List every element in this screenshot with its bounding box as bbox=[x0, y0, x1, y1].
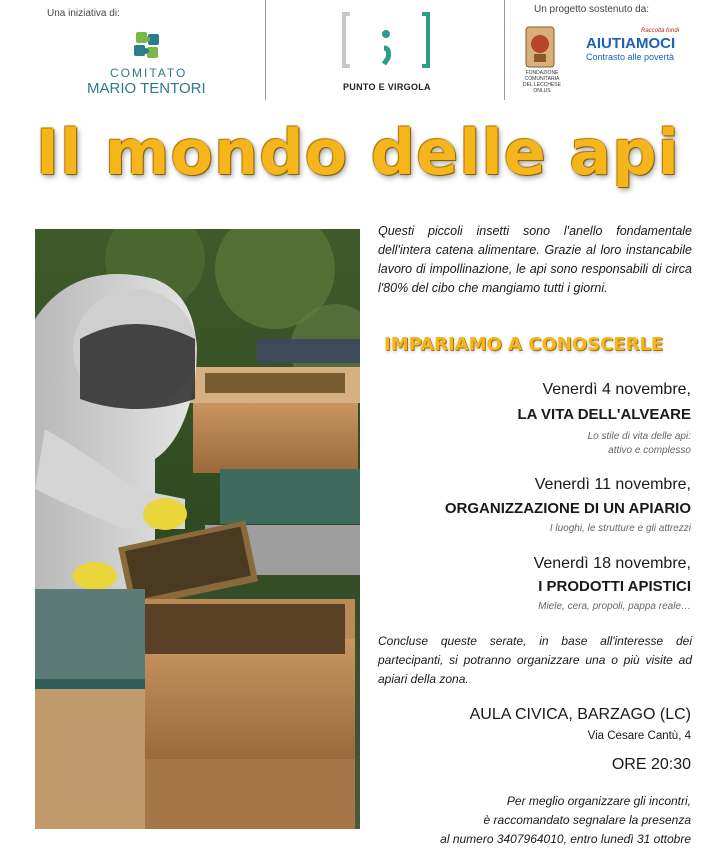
supported-label: Un progetto sostenuto da: bbox=[534, 4, 650, 15]
fondazione-text: FONDAZIONE COMUNITARIA DEL LECCHESE ONLUS bbox=[523, 70, 561, 94]
note-line: è raccomandato segnalare la presenza bbox=[483, 813, 691, 827]
comitato-puzzle-icon bbox=[130, 30, 166, 66]
punto-virgola-logo bbox=[340, 10, 432, 70]
event-time: ORE 20:30 bbox=[611, 756, 691, 773]
section-subheading: IMPARIAMO A CONOSCERLE bbox=[384, 334, 664, 355]
note-line: al numero 3407964010, entro lunedì 31 ottobre bbox=[440, 832, 691, 846]
event-date: Venerdì 18 novembre, bbox=[533, 555, 691, 572]
venue-address: Via Cesare Cantù, 4 bbox=[587, 730, 691, 742]
event-title: LA VITA DELL'ALVEARE bbox=[517, 406, 691, 423]
comitato-name-line1: COMITATO bbox=[110, 66, 188, 80]
initiative-label: Una iniziativa di: bbox=[47, 8, 120, 19]
closing-paragraph: Concluse queste serate, in base all'interesse dei partecipanti, si potranno organizzare una o più visite ad apiari della zona. bbox=[378, 634, 692, 686]
comitato-name-line2: MARIO TENTORI bbox=[87, 80, 206, 97]
page-title: Il mondo delle api bbox=[36, 116, 680, 189]
event-desc: Lo stile di vita delle api: bbox=[587, 431, 691, 442]
note-line: Per meglio organizzare gli incontri, bbox=[506, 794, 691, 808]
event-desc: Miele, cera, propoli, pappa reale… bbox=[538, 601, 691, 612]
aiutiamoci-tagline: Contrasto alle povertà bbox=[586, 52, 675, 62]
raccolta-label: Raccolta fondi bbox=[641, 28, 680, 34]
beekeeper-photo bbox=[35, 229, 360, 829]
event-date: Venerdì 4 novembre, bbox=[542, 381, 691, 398]
event-desc: attivo e complesso bbox=[608, 445, 691, 456]
aiutiamoci-name: AIUTIAMOCI bbox=[586, 35, 676, 52]
event-title: I PRODOTTI APISTICI bbox=[538, 578, 691, 595]
fondazione-seal-icon bbox=[525, 26, 555, 68]
pv-name: PUNTO E VIRGOLA bbox=[343, 82, 431, 92]
event-date: Venerdì 11 novembre, bbox=[534, 476, 691, 493]
intro-paragraph: Questi piccoli insetti sono l'anello fondamentale dell'intera catena alimentare. Grazie al loro instancabile lavoro di impollinazione, le api sono responsabili di circa l'80% del cibo che mangiamo tutti i giorni. bbox=[378, 224, 692, 295]
divider bbox=[504, 0, 505, 100]
event-desc: I luoghi, le strutture e gli attrezzi bbox=[549, 523, 691, 534]
venue-name: AULA CIVICA, BARZAGO (LC) bbox=[469, 706, 691, 723]
event-title: ORGANIZZAZIONE DI UN APIARIO bbox=[444, 500, 691, 517]
divider bbox=[265, 0, 266, 100]
